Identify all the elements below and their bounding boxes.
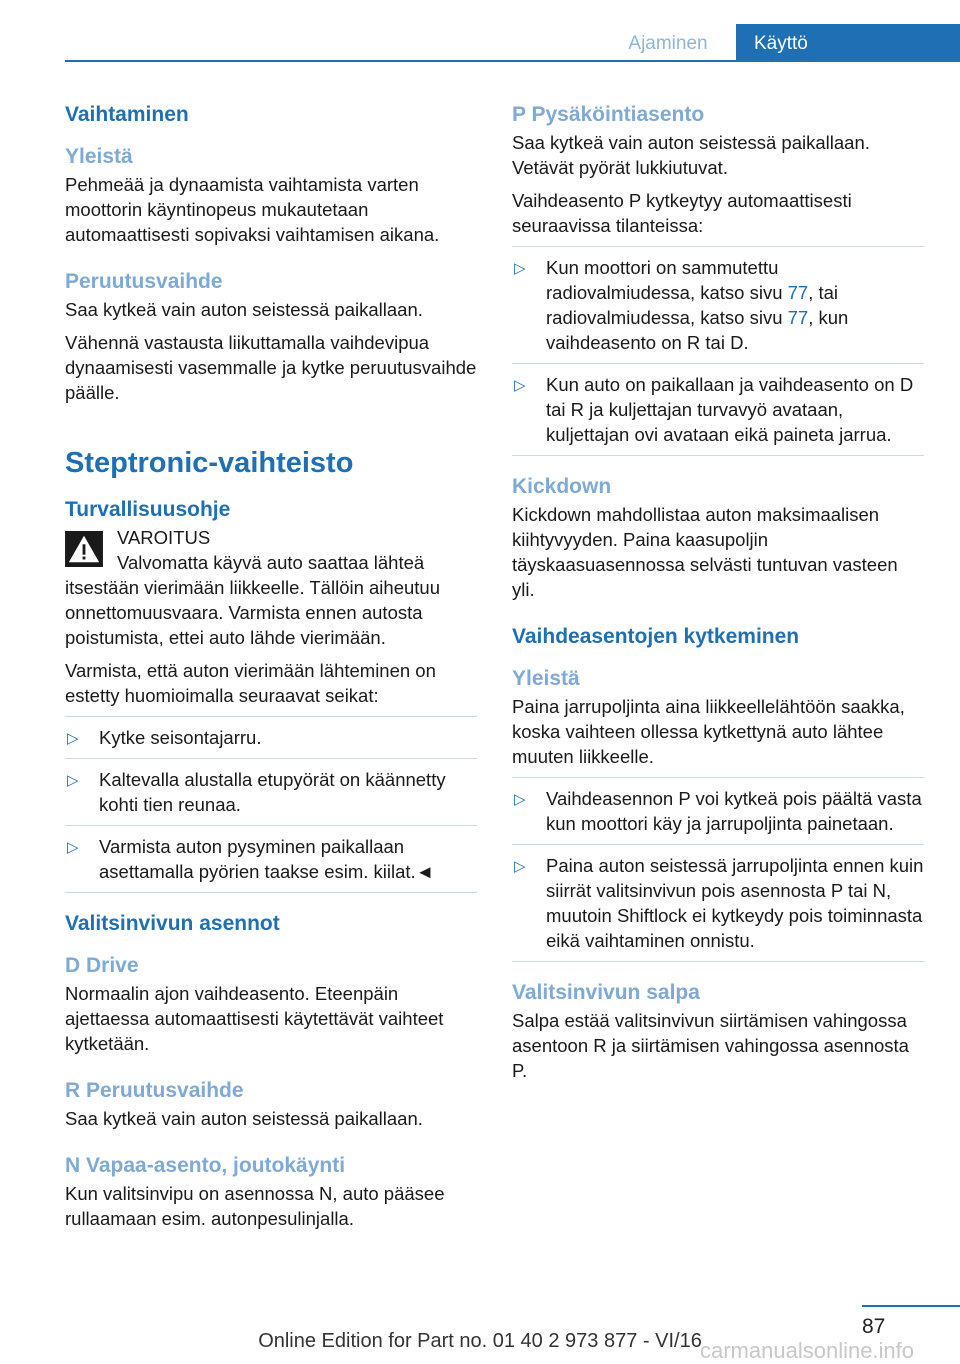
triangle-bullet-icon: ▷: [67, 730, 79, 747]
triangle-bullet-icon: ▷: [514, 260, 526, 277]
triangle-bullet-icon: ▷: [67, 839, 79, 856]
warning-triangle-icon: [65, 531, 103, 567]
heading-p-pysakointiasento: P Pysäköintiasento: [512, 103, 705, 126]
paragraph-kickdown: Kickdown mahdollistaa auton maksimaalisen kiihtyvyyden. Paina kaasupoljin täyskaasuasennossa selvästi tuntuvan vasteen yli.: [512, 504, 898, 600]
triangle-bullet-icon: ▷: [67, 772, 79, 789]
paragraph-p-1: Saa kytkeä vain auton seistessä paikallaan. Vetävät pyörät lukkiutuvat.: [512, 132, 870, 178]
page-link[interactable]: 77: [787, 307, 809, 328]
shift-list: [512, 777, 924, 962]
safety-list: [65, 716, 477, 893]
heading-valitsinvivun-salpa: Valitsinvivun salpa: [512, 981, 700, 1004]
paragraph-p-2: Vaihdeasento P kytkeytyy automaattisesti seuraavissa tilanteissa:: [512, 190, 852, 236]
triangle-bullet-icon: ▷: [514, 791, 526, 808]
list-item: ▷ Kun auto on paikallaan ja vaihdeasento on D tai R ja kuljettajan turvavyö avataan, kuljettajan ovi avataan eikä paineta jarrua.: [512, 363, 924, 456]
paragraph-yleista: Pehmeää ja dynaamista vaihtamista varten moottorin käyntinopeus mukautetaan automaattisesti sopivaksi vaihtamisen aikana.: [65, 174, 440, 245]
heading-turvallisuusohje: Turvallisuusohje: [65, 498, 231, 521]
list-item: ▷ Kun moottori on sammutettu radiovalmiudessa, katso sivu 77, tai radiovalmiudessa, katso sivu 77, kun vaihdeasento on R tai D.: [512, 246, 924, 363]
paragraph-drive: Normaalin ajon vaihdeasento. Eteenpäin ajettaessa automaattisesti käytettävät vaihteet kytketään.: [65, 983, 444, 1054]
heading-d-drive: D Drive: [65, 954, 139, 977]
p-position-list: [512, 246, 924, 456]
header-section-label: Ajaminen: [628, 33, 708, 54]
warning-block: [65, 525, 477, 650]
heading-yleista-2: Yleistä: [512, 667, 580, 690]
paragraph-varmista: Varmista, että auton vierimään lähteminen on estetty huomioimalla seuraavat seikat:: [65, 660, 436, 706]
watermark: carmanualsonline.info: [700, 1338, 915, 1363]
list-item: ▷ Paina auton seistessä jarrupoljinta ennen kuin siirrät valitsinvivun pois asennosta P tai N, muutoin Shiftlock ei kytkeydy pois toiminnasta eikä vaihtaminen onnistu.: [512, 844, 924, 962]
warning-label: VAROITUS: [117, 527, 211, 548]
paragraph-peruutus-2: Vähennä vastausta liikuttamalla vaihdevipua dynaamisesti vasemmalle ja kytke peruutusvaihde päälle.: [65, 332, 477, 403]
footer-edition: Online Edition for Part no. 01 40 2 973 877 - VI/16: [258, 1330, 702, 1352]
paragraph-r: Saa kytkeä vain auton seistessä paikallaan.: [65, 1108, 423, 1129]
heading-n-vapaa-asento: N Vapaa-asento, joutokäynti: [65, 1154, 346, 1177]
page-link[interactable]: 77: [787, 282, 809, 303]
list-item: ▷ Varmista auton pysyminen paikallaan asettamalla pyörien taakse esim. kiilat.◄: [65, 825, 477, 893]
paragraph-n: Kun valitsinvipu on asennossa N, auto pääsee rullaamaan esim. autonpesulinjalla.: [65, 1183, 445, 1229]
heading-valitsinvivun-asennot: Valitsinvivun asennot: [65, 912, 280, 935]
paragraph-peruutus-1: Saa kytkeä vain auton seistessä paikallaan.: [65, 299, 423, 320]
heading-steptronic: Steptronic-vaihteisto: [65, 447, 354, 479]
heading-vaihtaminen: Vaihtaminen: [65, 103, 189, 126]
header-chapter-tab: Käyttö: [736, 24, 960, 62]
page-number: 87: [862, 1315, 886, 1338]
heading-vaihdeasentojen-kytkeminen: Vaihdeasentojen kytkeminen: [512, 625, 800, 648]
triangle-bullet-icon: ▷: [514, 858, 526, 875]
paragraph-yleista-2: Paina jarrupoljinta aina liikkeellelähtöön saakka, koska vaihteen ollessa kytkettynä auto lähtee muuten liikkeelle.: [512, 696, 905, 767]
list-item: ▷ Kytke seisontajarru.: [65, 716, 477, 758]
left-column: [65, 100, 477, 1239]
warning-text: Valvomatta käyvä auto saattaa lähteä itsestään vierimään liikkeelle. Tällöin aiheutuu onnettomuusvaara. Varmista ennen autosta poistumista, ettei auto lähde vierimään.: [65, 552, 441, 648]
heading-r-peruutusvaihde: R Peruutusvaihde: [65, 1079, 244, 1102]
header-rule: [65, 60, 960, 62]
list-item: ▷ Vaihdeasennon P voi kytkeä pois päältä vasta kun moottori käy ja jarrupoljinta painetaan.: [512, 777, 924, 844]
right-column: [512, 100, 924, 1091]
heading-kickdown: Kickdown: [512, 475, 612, 498]
heading-peruutusvaihde: Peruutusvaihde: [65, 270, 223, 293]
footer-rule: [862, 1305, 960, 1307]
triangle-bullet-icon: ▷: [514, 377, 526, 394]
heading-yleista: Yleistä: [65, 145, 133, 168]
paragraph-salpa: Salpa estää valitsinvivun siirtämisen vahingossa asentoon R ja siirtämisen vahingossa asennosta P.: [512, 1010, 909, 1081]
list-item: ▷ Kaltevalla alustalla etupyörät on käännetty kohti tien reunaa.: [65, 758, 477, 825]
